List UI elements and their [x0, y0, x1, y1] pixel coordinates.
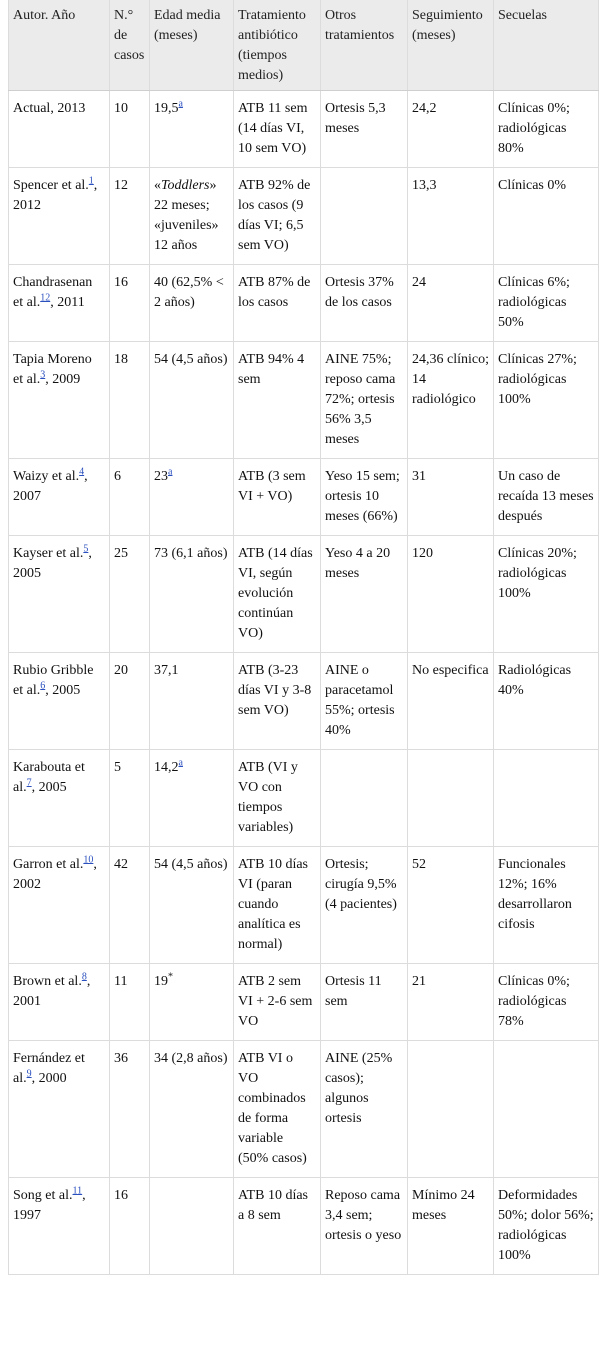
studies-table [8, 0, 599, 1275]
other-treatments-cell [321, 168, 408, 265]
sequelae-cell: Clínicas 0%; radiológicas 80% [494, 91, 599, 168]
table-row [9, 536, 599, 653]
other-treatments-cell: Ortesis 5,3 meses [321, 91, 408, 168]
cases-cell: 42 [110, 847, 150, 964]
reference-link[interactable]: 9 [26, 1068, 32, 1080]
age-cell [150, 91, 234, 168]
author-year: , 1997 [13, 1188, 86, 1223]
followup-cell [408, 750, 494, 847]
reference-link[interactable]: 11 [72, 1185, 83, 1197]
sequelae-cell: Clínicas 0% [494, 168, 599, 265]
other-treatments-cell: Ortesis 37% de los casos [321, 265, 408, 342]
author-year: , 2001 [13, 974, 91, 1009]
author-cell [9, 653, 110, 750]
reference-link[interactable]: 1 [88, 175, 94, 187]
age-value: 40 (62,5% < 2 años) [154, 275, 224, 310]
antibiotic-cell: ATB (14 días VI, según evolución continúan VO) [234, 536, 321, 653]
author-cell [9, 847, 110, 964]
reference-link[interactable]: 7 [26, 777, 32, 789]
table-row [9, 847, 599, 964]
age-value: 14,2 [154, 760, 179, 775]
followup-cell: 21 [408, 964, 494, 1041]
table-row [9, 964, 599, 1041]
author-year: , 2000 [31, 1071, 67, 1086]
author-name: Garron et al. [13, 857, 84, 872]
table-row [9, 750, 599, 847]
author-cell [9, 536, 110, 653]
cases-cell: 5 [110, 750, 150, 847]
author-year: , 2005 [45, 683, 81, 698]
reference-link[interactable]: 5 [83, 543, 89, 555]
cases-cell: 18 [110, 342, 150, 459]
age-value: 19,5 [154, 101, 179, 116]
cases-cell: 16 [110, 265, 150, 342]
quote-open: « [154, 178, 161, 193]
followup-cell: 24,36 clínico; 14 radiológico [408, 342, 494, 459]
age-cell [150, 653, 234, 750]
sequelae-cell: Funcionales 12%; 16% desarrollaron cifosis [494, 847, 599, 964]
antibiotic-cell: ATB 87% de los casos [234, 265, 321, 342]
author-name: Chandrasenan et al. [13, 275, 93, 310]
author-cell [9, 265, 110, 342]
reference-link[interactable]: 6 [40, 680, 46, 692]
author-name: Song et al. [13, 1188, 73, 1203]
author-cell [9, 459, 110, 536]
followup-cell [408, 1041, 494, 1178]
cases-cell: 12 [110, 168, 150, 265]
other-treatments-cell: AINE (25% casos); algunos ortesis [321, 1041, 408, 1178]
author-year: , 2009 [45, 372, 81, 387]
toddlers-term: Toddlers [161, 178, 210, 193]
author-cell [9, 1178, 110, 1275]
author-cell [9, 964, 110, 1041]
sequelae-cell: Clínicas 20%; radiológicas 100% [494, 536, 599, 653]
followup-cell: 120 [408, 536, 494, 653]
sequelae-cell [494, 750, 599, 847]
cases-cell: 6 [110, 459, 150, 536]
age-value: 19 [154, 974, 168, 989]
sequelae-cell: Clínicas 27%; radiológicas 100% [494, 342, 599, 459]
table-row [9, 265, 599, 342]
antibiotic-cell: ATB 10 días VI (paran cuando analítica es normal) [234, 847, 321, 964]
author-year: , 2002 [13, 857, 97, 892]
age-cell [150, 265, 234, 342]
age-cell [150, 459, 234, 536]
author-year: , 2011 [50, 295, 85, 310]
sequelae-cell [494, 1041, 599, 1178]
author-year: , 2005 [13, 546, 92, 581]
table-row [9, 1041, 599, 1178]
antibiotic-cell: ATB 94% 4 sem [234, 342, 321, 459]
other-treatments-cell [321, 750, 408, 847]
age-cell [150, 964, 234, 1041]
table-row [9, 91, 599, 168]
other-treatments-cell: Ortesis; cirugía 9,5% (4 pacientes) [321, 847, 408, 964]
antibiotic-cell: ATB (VI y VO con tiempos variables) [234, 750, 321, 847]
reference-link[interactable]: 12 [40, 292, 51, 304]
sequelae-cell: Radiológicas 40% [494, 653, 599, 750]
author-cell [9, 168, 110, 265]
reference-link[interactable]: 10 [83, 854, 94, 866]
header-followup: Seguimiento (meses) [408, 0, 494, 91]
followup-cell: 31 [408, 459, 494, 536]
cases-cell: 10 [110, 91, 150, 168]
followup-cell: 52 [408, 847, 494, 964]
age-cell [150, 536, 234, 653]
sequelae-cell: Clínicas 0%; radiológicas 78% [494, 964, 599, 1041]
author-cell [9, 750, 110, 847]
footnote-marker: * [168, 971, 173, 983]
age-cell [150, 750, 234, 847]
author-name: Waizy et al. [13, 469, 80, 484]
followup-cell: 24 [408, 265, 494, 342]
cases-cell: 11 [110, 964, 150, 1041]
header-age: Edad media (meses) [150, 0, 234, 91]
cases-cell: 36 [110, 1041, 150, 1178]
author-name: Brown et al. [13, 974, 82, 989]
table-row [9, 168, 599, 265]
header-other-treatments: Otros tratamientos [321, 0, 408, 91]
antibiotic-cell: ATB 10 días a 8 sem [234, 1178, 321, 1275]
antibiotic-cell: ATB 2 sem VI + 2-6 sem VO [234, 964, 321, 1041]
antibiotic-cell: ATB (3-23 días VI y 3-8 sem VO) [234, 653, 321, 750]
age-cell [150, 168, 234, 265]
other-treatments-cell: AINE 75%; reposo cama 72%; ortesis 56% 3,5 meses [321, 342, 408, 459]
footnote-marker[interactable]: a [168, 466, 173, 478]
author-cell [9, 1041, 110, 1178]
age-value: 34 (2,8 años) [154, 1051, 228, 1066]
followup-cell: No especifica [408, 653, 494, 750]
author-cell [9, 91, 110, 168]
author-name: Rubio Gribble et al. [13, 663, 94, 698]
other-treatments-cell: AINE o paracetamol 55%; ortesis 40% [321, 653, 408, 750]
author-year: , 2007 [13, 469, 88, 504]
author-name: Fernández et al. [13, 1051, 85, 1086]
table-row [9, 1178, 599, 1275]
other-treatments-cell: Yeso 4 a 20 meses [321, 536, 408, 653]
age-value: 54 (4,5 años) [154, 857, 228, 872]
age-text: 22 meses; «juveniles» 12 años [154, 198, 219, 253]
antibiotic-cell: ATB 92% de los casos (9 días VI; 6,5 sem VO) [234, 168, 321, 265]
antibiotic-cell: ATB (3 sem VI + VO) [234, 459, 321, 536]
age-value: 23 [154, 469, 168, 484]
cases-cell: 20 [110, 653, 150, 750]
header-cases: N.° de casos [110, 0, 150, 91]
cases-cell: 25 [110, 536, 150, 653]
author-name: Kayser et al. [13, 546, 84, 561]
sequelae-cell: Clínicas 6%; radiológicas 50% [494, 265, 599, 342]
age-cell [150, 847, 234, 964]
header-row [9, 0, 599, 91]
table-row [9, 342, 599, 459]
other-treatments-cell: Reposo cama 3,4 sem; ortesis o yeso [321, 1178, 408, 1275]
header-author: Autor. Año [9, 0, 110, 91]
author-name: Tapia Moreno et al. [13, 352, 92, 387]
reference-link[interactable]: 4 [79, 466, 85, 478]
header-sequelae: Secuelas [494, 0, 599, 91]
age-cell [150, 1178, 234, 1275]
followup-cell: 13,3 [408, 168, 494, 265]
followup-cell: Mínimo 24 meses [408, 1178, 494, 1275]
quote-close: » [209, 178, 217, 193]
header-antibiotic: Tratamiento antibiótico (tiempos medios) [234, 0, 321, 91]
author-year: , 2005 [31, 780, 67, 795]
author-year: , 2012 [13, 178, 98, 213]
antibiotic-cell: ATB 11 sem (14 días VI, 10 sem VO) [234, 91, 321, 168]
author-name: Karabouta et al. [13, 760, 85, 795]
age-value: 73 (6,1 años) [154, 546, 228, 561]
sequelae-cell: Un caso de recaída 13 meses después [494, 459, 599, 536]
author-name: Actual, 2013 [13, 101, 86, 116]
reference-link[interactable]: 3 [40, 369, 46, 381]
age-cell [150, 342, 234, 459]
footnote-marker[interactable]: a [178, 98, 183, 110]
footnote-marker[interactable]: a [178, 757, 183, 769]
other-treatments-cell: Yeso 15 sem; ortesis 10 meses (66%) [321, 459, 408, 536]
antibiotic-cell: ATB VI o VO combinados de forma variable (50% casos) [234, 1041, 321, 1178]
sequelae-cell: Deformidades 50%; dolor 56%; radiológicas 100% [494, 1178, 599, 1275]
age-value: 37,1 [154, 663, 179, 678]
age-value: 54 (4,5 años) [154, 352, 228, 367]
table-row [9, 653, 599, 750]
author-cell [9, 342, 110, 459]
age-cell [150, 1041, 234, 1178]
other-treatments-cell: Ortesis 11 sem [321, 964, 408, 1041]
followup-cell: 24,2 [408, 91, 494, 168]
table-row [9, 459, 599, 536]
author-name: Spencer et al. [13, 178, 89, 193]
cases-cell: 16 [110, 1178, 150, 1275]
reference-link[interactable]: 8 [81, 971, 87, 983]
